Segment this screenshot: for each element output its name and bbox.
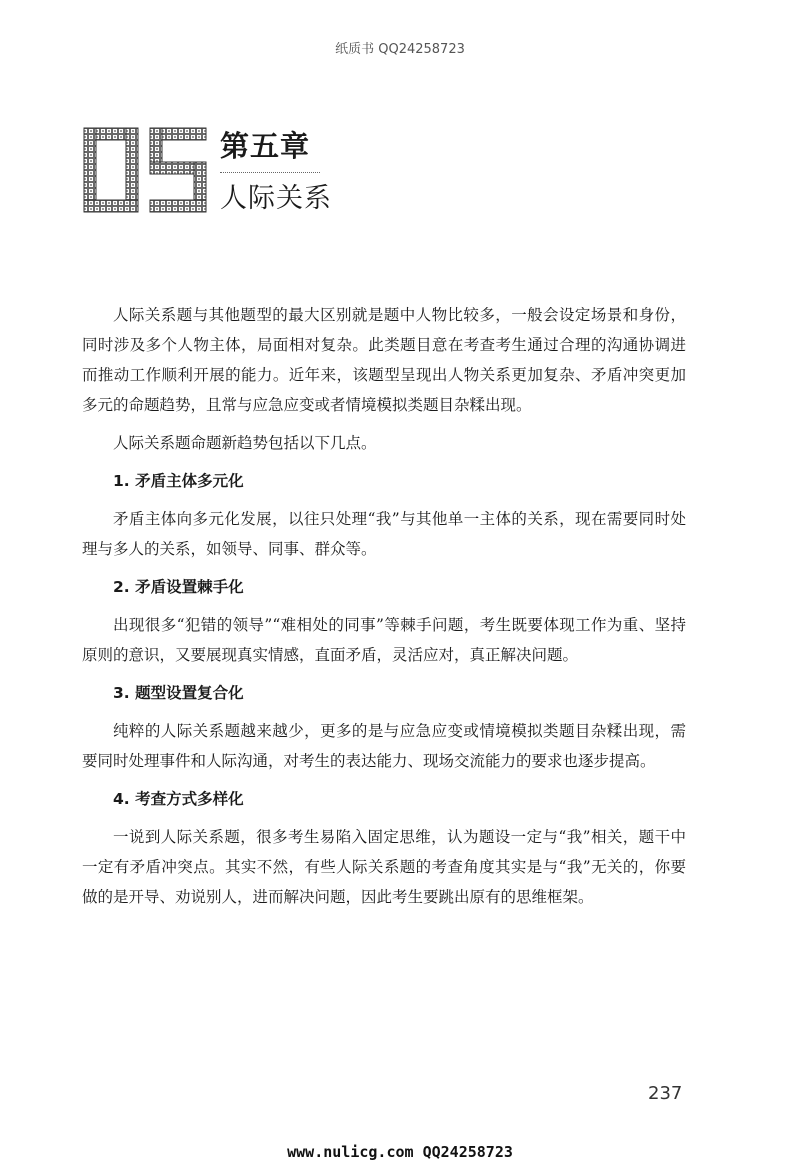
section-heading-3: 3. 题型设置复合化 (113, 684, 244, 702)
digit-zero-shape (84, 128, 138, 212)
section-text-2: 出现很多“犯错的领导”“难相处的同事”等棘手问题，考生既要体现工作为重、坚持原则的意识，又要展现真实情感，直面矛盾，灵活应对，真正解决问题。 (82, 616, 686, 664)
section-heading-4: 4. 考查方式多样化 (113, 790, 244, 808)
chapter-titles (220, 128, 380, 217)
section-text-1: 矛盾主体向多元化发展，以往只处理“我”与其他单一主体的关系，现在需要同时处理与多人的关系，如领导、同事、群众等。 (82, 510, 686, 558)
chapter-label: 第五章 (220, 129, 311, 163)
section-2 (82, 572, 686, 670)
chapter-heading (82, 122, 382, 222)
section-text-3: 纯粹的人际关系题越来越少，更多的是与应急应变或情境模拟类题目杂糅出现，需要同时处理事件和人际沟通，对考生的表达能力、现场交流能力的要求也逐步提高。 (82, 722, 686, 770)
section-heading-1: 1. 矛盾主体多元化 (113, 472, 244, 490)
section-3 (82, 678, 686, 776)
digit-five-shape (150, 128, 206, 212)
footer-watermark: www.nulicg.com QQ24258723 (287, 1143, 513, 1161)
chapter-divider (220, 172, 320, 173)
section-heading-2: 2. 矛盾设置棘手化 (113, 578, 244, 596)
section-1 (82, 466, 686, 564)
section-text-4: 一说到人际关系题，很多考生易陷入固定思维，认为题设一定与“我”相关，题干中一定有矛盾冲突点。其实不然，有些人际关系题的考查角度其实是与“我”无关的，你要做的是开导、劝说别人，进而解决问题，因此考生要跳出原有的思维框架。 (82, 828, 686, 906)
chapter-number-graphic (82, 122, 210, 218)
chapter-title: 人际关系 (220, 183, 332, 214)
chapter-content (82, 300, 686, 920)
page-number: 237 (648, 1083, 683, 1104)
intro-paragraph-2: 人际关系题命题新趋势包括以下几点。 (113, 434, 377, 452)
header-watermark: 纸质书 QQ24258723 (335, 42, 465, 57)
section-4 (82, 784, 686, 912)
intro-paragraph-1: 人际关系题与其他题型的最大区别就是题中人物比较多，一般会设定场景和身份，同时涉及多个人物主体，局面相对复杂。此类题目意在考查考生通过合理的沟通协调进而推动工作顺利开展的能力。近年来，该题型呈现出人物关系更加复杂、矛盾冲突更加多元的命题趋势，且常与应急应变或者情境模拟类题目杂糅出现。 (82, 306, 686, 414)
chapter-number-text: 05 (82, 122, 84, 123)
